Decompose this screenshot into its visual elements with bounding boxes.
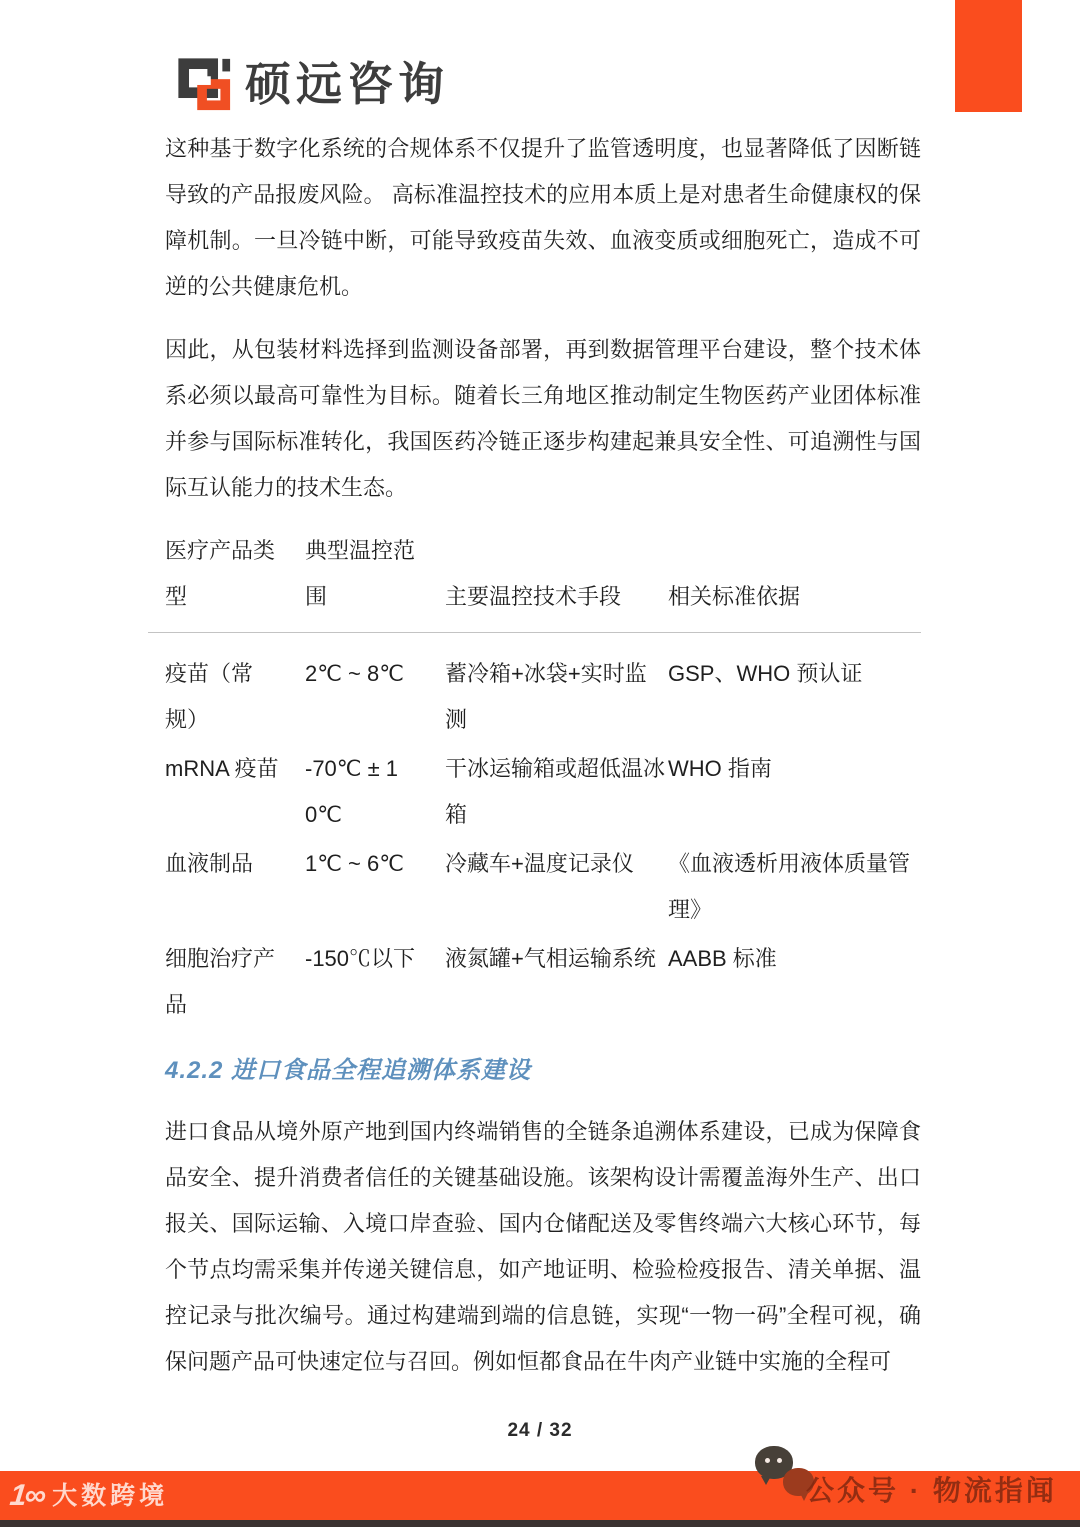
table-cell: 1℃ ~ 6℃ [305,851,404,876]
medical-cold-chain-table [165,528,921,1028]
paragraph-reliability: 因此，从包装材料选择到监测设备部署，再到数据管理平台建设，整个技术体系必须以最高可靠性为目标。随着长三角地区推动制定生物医药产业团体标准并参与国际标准转化，我国医药冷链正逐步构建起兼具安全性、可追溯性与国际互认能力的技术生态。 [165,337,921,500]
column-header: 相关标准依据 [668,584,801,609]
table-row [165,746,921,838]
table-cell: -70℃ ± 10℃ [305,756,399,827]
big-data-100-icon: 1∞ [8,1479,46,1512]
table-cell: AABB 标准 [668,946,777,971]
column-header: 主要温控技术手段 [445,584,622,609]
table-cell: 《血液透析用液体质量管理》 [668,851,911,922]
shuoyuan-logo-icon [175,54,233,114]
table-cell: 冷藏车+温度记录仪 [445,851,634,876]
top-right-accent-bar [955,0,1022,112]
table-cell: 细胞治疗产品 [165,946,276,1017]
brand-name: 硕远咨询 [245,58,449,110]
footer-left-brand: 大数跨境 [52,1482,169,1510]
main-content [165,126,921,1402]
table-cell: -150℃以下 [305,946,416,971]
page-number: 24 / 32 [507,1420,573,1441]
paragraph-food-traceability: 进口食品从境外原产地到国内终端销售的全链条追溯体系建设，已成为保障食品安全、提升消费者信任的关键基础设施。该架构设计需覆盖海外生产、出口报关、国际运输、入境口岸查验、国内仓储配送及零售终端六大核心环节，每个节点均需采集并传递关键信息，如产地证明、检验检疫报告、清关单据、温控记录与批次编号。通过构建端到端的信息链，实现“一物一码”全程可视，确保问题产品可快速定位与召回。例如恒都食品在牛肉产业链中实施的全程可 [165,1119,921,1374]
table-cell: 疫苗（常规） [165,661,254,732]
column-header: 医疗产品类型 [165,538,276,609]
table-cell: mRNA 疫苗 [165,756,279,781]
table-row [165,936,921,1028]
table-cell: 干冰运输箱或超低温冰箱 [445,756,666,827]
section-heading-4-2-2: 4.2.2 进口食品全程追溯体系建设 [165,1057,532,1084]
table-cell: 2℃ ~ 8℃ [305,661,404,686]
table-cell: 液氮罐+气相运输系统 [445,946,656,971]
column-header: 典型温控范围 [305,538,416,609]
footer-bottom-strip [0,1520,1080,1527]
paragraph-compliance: 这种基于数字化系统的合规体系不仅提升了监管透明度，也显著降低了因断链导致的产品报废风险。 高标准温控技术的应用本质上是对患者生命健康权的保障机制。一旦冷链中断，可能导致疫苗失效、血液变质或细胞死亡，造成不可逆的公共健康危机。 [165,136,921,299]
table-cell: 蓄冷箱+冰袋+实时监测 [445,661,647,732]
header [175,54,449,114]
table-cell: GSP、WHO 预认证 [668,661,863,686]
table-row [165,651,921,743]
footer-left-watermark [10,1474,168,1518]
table-header-row [148,528,921,633]
footer-right-watermark: 公众号 · 物流指闻 [806,1475,1057,1506]
table-row [165,841,921,933]
table-cell: 血液制品 [165,851,254,876]
table-cell: WHO 指南 [668,756,772,781]
